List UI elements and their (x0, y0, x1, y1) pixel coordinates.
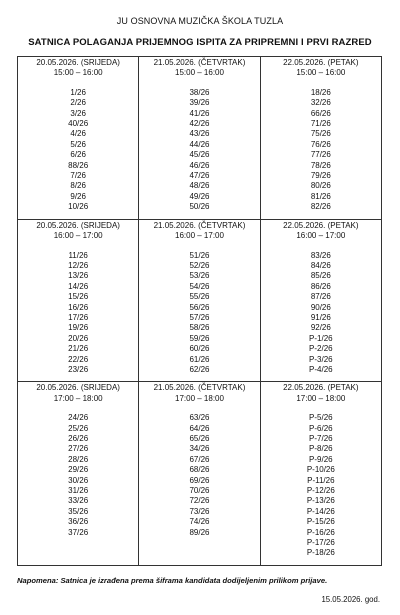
candidate-code: P-12/26 (306, 486, 335, 496)
candidate-code: 13/26 (68, 271, 89, 281)
candidate-code: 16/26 (68, 302, 89, 312)
candidate-code: 23/26 (68, 364, 89, 374)
candidate-code: 5/26 (70, 139, 86, 149)
candidate-code: 2/26 (70, 98, 86, 108)
candidate-code: P-6/26 (309, 423, 333, 433)
candidate-code: 82/26 (310, 202, 331, 212)
candidate-code: 59/26 (189, 333, 210, 343)
candidate-code: 12/26 (68, 260, 89, 270)
cell-time: 15:00 – 16:00 (175, 68, 224, 78)
candidate-code: 25/26 (68, 423, 89, 433)
candidate-code: 4/26 (70, 129, 86, 139)
candidate-code-list (261, 251, 381, 382)
candidate-code: 50/26 (189, 202, 210, 212)
candidate-code: 32/26 (310, 98, 331, 108)
candidate-code: 20/26 (68, 333, 89, 343)
candidate-code: P-2/26 (309, 344, 333, 354)
schedule-cell (18, 219, 139, 382)
candidate-code: 48/26 (189, 181, 210, 191)
candidate-code: P-13/26 (306, 496, 335, 506)
cell-date: 22.05.2026. (PETAK) (283, 220, 359, 230)
candidate-code-list (18, 88, 138, 219)
candidate-code: 58/26 (189, 323, 210, 333)
schedule-row (18, 219, 382, 382)
candidate-code-list (261, 413, 381, 565)
candidate-code: 18/26 (310, 87, 331, 97)
candidate-code: P-11/26 (307, 475, 335, 485)
candidate-code: 72/26 (189, 496, 210, 506)
candidate-code-list (18, 413, 138, 544)
candidate-code: P-18/26 (306, 548, 335, 558)
cell-date: 21.05.2026. (ČETVRTAK) (153, 220, 246, 230)
candidate-code: 85/26 (310, 271, 331, 281)
candidate-code: 71/26 (310, 119, 331, 129)
candidate-code: 33/26 (68, 496, 89, 506)
schedule-cell (139, 219, 260, 382)
candidate-code-list (139, 88, 259, 219)
candidate-code: 77/26 (310, 150, 331, 160)
candidate-code: 81/26 (310, 191, 331, 201)
candidate-code: P-17/26 (306, 538, 335, 548)
candidate-code-list (261, 88, 381, 219)
schedule-cell (18, 57, 139, 220)
cell-time: 17:00 – 18:00 (296, 393, 346, 403)
candidate-code: 43/26 (189, 129, 210, 139)
candidate-code: 57/26 (189, 312, 210, 322)
schedule-cell (18, 382, 139, 566)
candidate-code: 76/26 (310, 139, 331, 149)
candidate-code: P-8/26 (309, 444, 333, 454)
document-date: 15.05.2026. god. (321, 595, 380, 604)
candidate-code: 1/26 (70, 87, 86, 97)
candidate-code: 53/26 (189, 271, 210, 281)
cell-time: 15:00 – 16:00 (296, 68, 346, 78)
candidate-code: 68/26 (189, 465, 210, 475)
candidate-code: P-14/26 (306, 506, 335, 516)
candidate-code: 46/26 (189, 160, 210, 170)
candidate-code: 40/26 (68, 119, 89, 129)
candidate-code-list (139, 413, 259, 544)
candidate-code: 75/26 (310, 129, 331, 139)
footnote: Napomena: Satnica je izrađena prema šiframa kandidata dodijeljenim prilikom prijave. (17, 576, 328, 585)
candidate-code: 87/26 (310, 292, 331, 302)
cell-date: 22.05.2026. (PETAK) (283, 383, 359, 393)
candidate-code: P-7/26 (309, 434, 333, 443)
candidate-code: 30/26 (68, 475, 89, 485)
cell-time: 16:00 – 17:00 (175, 231, 224, 241)
document-title: SATNICA POLAGANJA PRIJEMNOG ISPITA ZA PRIPREMNI I PRVI RAZRED (28, 37, 372, 48)
candidate-code: 91/26 (310, 312, 331, 322)
candidate-code: 88/26 (68, 160, 89, 170)
schedule-body (18, 57, 382, 566)
candidate-code: P-1/26 (309, 333, 333, 343)
cell-date: 21.05.2026. (ČETVRTAK) (153, 58, 246, 67)
candidate-code: 31/26 (68, 486, 89, 496)
candidate-code: 15/26 (68, 292, 89, 302)
candidate-code: 69/26 (189, 475, 210, 485)
cell-time: 17:00 – 18:00 (175, 393, 224, 403)
candidate-code: P-4/26 (309, 364, 333, 374)
candidate-code: P-15/26 (306, 517, 335, 527)
candidate-code: 10/26 (68, 202, 89, 212)
school-name: JU OSNOVNA MUZIČKA ŠKOLA TUZLA (116, 16, 284, 26)
candidate-code: 24/26 (68, 413, 89, 423)
candidate-code: 34/26 (189, 444, 210, 454)
candidate-code: 55/26 (189, 292, 210, 302)
cell-date: 21.05.2026. (ČETVRTAK) (153, 383, 246, 393)
candidate-code: 44/26 (189, 139, 210, 149)
candidate-code: 17/26 (68, 312, 89, 322)
candidate-code: 21/26 (68, 344, 89, 354)
candidate-code: 26/26 (68, 434, 89, 443)
candidate-code: 52/26 (189, 260, 210, 270)
candidate-code: 74/26 (189, 517, 210, 527)
cell-date: 20.05.2026. (SRIJEDA) (36, 220, 120, 230)
schedule-cell (260, 219, 381, 382)
candidate-code: 73/26 (189, 506, 210, 516)
candidate-code: 84/26 (310, 260, 331, 270)
candidate-code: 7/26 (70, 171, 86, 181)
candidate-code: 89/26 (189, 527, 210, 537)
cell-time: 17:00 – 18:00 (53, 393, 103, 403)
candidate-code: 42/26 (189, 119, 210, 129)
candidate-code: 65/26 (189, 434, 210, 443)
candidate-code: P-5/26 (309, 413, 333, 423)
candidate-code: 41/26 (189, 108, 210, 118)
schedule-cell (260, 57, 381, 220)
candidate-code: 54/26 (189, 281, 210, 291)
candidate-code: 11/26 (68, 250, 88, 260)
cell-date: 20.05.2026. (SRIJEDA) (36, 383, 120, 393)
candidate-code: 92/26 (310, 323, 331, 333)
schedule-table (17, 56, 382, 566)
candidate-code: 67/26 (189, 454, 210, 464)
candidate-code: 60/26 (189, 344, 210, 354)
candidate-code: 27/26 (68, 444, 89, 454)
candidate-code: 63/26 (189, 413, 210, 423)
candidate-code: 70/26 (189, 486, 210, 496)
candidate-code: 6/26 (70, 150, 86, 160)
candidate-code: 64/26 (189, 423, 210, 433)
candidate-code: 51/26 (189, 250, 210, 260)
candidate-code: 78/26 (310, 160, 331, 170)
candidate-code: 80/26 (310, 181, 331, 191)
schedule-cell (260, 382, 381, 566)
candidate-code: 35/26 (68, 506, 89, 516)
candidate-code: 61/26 (189, 354, 210, 364)
candidate-code: 45/26 (189, 150, 210, 160)
candidate-code: 38/26 (189, 87, 210, 97)
candidate-code: 56/26 (189, 302, 210, 312)
cell-time: 16:00 – 17:00 (53, 231, 103, 241)
candidate-code: 36/26 (68, 517, 89, 527)
candidate-code: 83/26 (310, 250, 331, 260)
candidate-code: 39/26 (189, 98, 210, 108)
cell-time: 15:00 – 16:00 (53, 68, 103, 78)
candidate-code: P-9/26 (309, 454, 333, 464)
candidate-code: 14/26 (68, 281, 89, 291)
cell-time: 16:00 – 17:00 (296, 231, 346, 241)
candidate-code: P-16/26 (306, 527, 335, 537)
candidate-code: 8/26 (70, 181, 86, 191)
candidate-code: 90/26 (310, 302, 331, 312)
candidate-code: P-3/26 (309, 354, 333, 364)
candidate-code-list (18, 251, 138, 382)
candidate-code: 9/26 (70, 191, 86, 201)
candidate-code: 79/26 (310, 171, 331, 181)
schedule-row (18, 382, 382, 566)
candidate-code: 49/26 (189, 191, 210, 201)
candidate-code-list (139, 251, 259, 382)
candidate-code: 47/26 (189, 171, 210, 181)
candidate-code: 29/26 (68, 465, 89, 475)
schedule-cell (139, 382, 260, 566)
candidate-code: 28/26 (68, 454, 89, 464)
candidate-code: 62/26 (189, 364, 210, 374)
candidate-code: 37/26 (68, 527, 89, 537)
schedule-row (18, 57, 382, 220)
candidate-code: 3/26 (70, 108, 86, 118)
candidate-code: 66/26 (310, 108, 331, 118)
candidate-code: 22/26 (68, 354, 89, 364)
cell-date: 22.05.2026. (PETAK) (283, 58, 359, 67)
candidate-code: 86/26 (310, 281, 331, 291)
cell-date: 20.05.2026. (SRIJEDA) (36, 58, 120, 67)
candidate-code: P-10/26 (306, 465, 335, 475)
schedule-cell (139, 57, 260, 220)
candidate-code: 19/26 (68, 323, 89, 333)
